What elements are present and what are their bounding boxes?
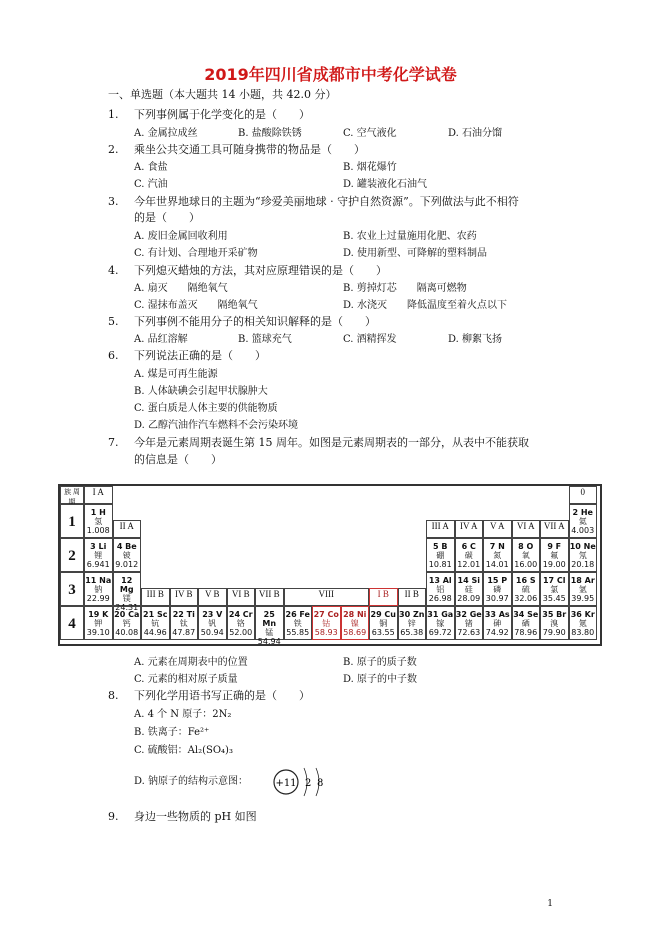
- period-label: 4: [60, 606, 84, 640]
- element-cell-k: [84, 606, 113, 640]
- group-header: VIII: [284, 588, 370, 606]
- element-name: 氦: [578, 517, 587, 526]
- element-mass: 54.94: [257, 637, 281, 646]
- element-cell-f: [540, 538, 569, 572]
- element-number-symbol: 34 Se: [513, 610, 539, 619]
- element-cell-o: [512, 538, 541, 572]
- period-label: 3: [60, 572, 84, 606]
- element-number-symbol: 15 P: [487, 576, 508, 585]
- element-cell-si: [455, 572, 484, 606]
- element-mass: 72.63: [457, 628, 481, 637]
- element-name: 锗: [464, 619, 473, 628]
- element-name: 铝: [436, 585, 445, 594]
- element-mass: 35.45: [542, 594, 566, 603]
- element-cell-ar: [569, 572, 598, 606]
- group-header: V A: [483, 520, 512, 538]
- element-name: 硼: [436, 551, 445, 560]
- element-number-symbol: 17 Cl: [542, 576, 566, 585]
- element-cell-ge: [455, 606, 484, 640]
- element-number-symbol: 3 Li: [90, 542, 107, 551]
- element-cell-as: [483, 606, 512, 640]
- element-mass: 32.06: [514, 594, 538, 603]
- q1-option-d: D. 石油分馏: [448, 128, 503, 139]
- element-cell-ga: [426, 606, 455, 640]
- question-2: 2. 乘坐公共交通工具可随身携带的物品是（ ）: [108, 143, 365, 156]
- group-header: I B: [369, 588, 398, 606]
- element-mass: 19.00: [542, 560, 566, 569]
- group-header: VI B: [227, 588, 256, 606]
- periodic-table: [58, 484, 602, 646]
- element-cell-c: [455, 538, 484, 572]
- element-number-symbol: 9 F: [547, 542, 562, 551]
- element-mass: 50.94: [200, 628, 224, 637]
- element-number-symbol: 35 Br: [542, 610, 567, 619]
- element-mass: 69.72: [428, 628, 452, 637]
- element-name: 铜: [379, 619, 388, 628]
- element-number-symbol: 5 B: [433, 542, 448, 551]
- element-number-symbol: 21 Sc: [143, 610, 168, 619]
- section-heading: 一、单选题（本大题共 14 小题，共 42.0 分）: [108, 88, 337, 101]
- q7-option-d: D. 原子的中子数: [343, 674, 418, 685]
- element-mass: 58.69: [343, 628, 367, 637]
- sodium-atom-diagram: [272, 764, 342, 800]
- element-cell-zn: [398, 606, 427, 640]
- element-name: 硫: [521, 585, 530, 594]
- q6-option-a: A. 煤是可再生能源: [134, 369, 218, 380]
- element-name: 钠: [94, 585, 103, 594]
- group-header: 0: [569, 486, 598, 504]
- element-name: 铬: [236, 619, 245, 628]
- element-name: 氟: [550, 551, 559, 560]
- group-header: III B: [141, 588, 170, 606]
- element-name: 铍: [122, 551, 131, 560]
- element-cell-sc: [141, 606, 170, 640]
- element-cell-ca: [113, 606, 142, 640]
- element-number-symbol: 30 Zn: [399, 610, 425, 619]
- element-cell-h: [84, 504, 113, 538]
- element-mass: 79.90: [542, 628, 566, 637]
- element-cell-al: [426, 572, 455, 606]
- element-cell-p: [483, 572, 512, 606]
- element-cell-li: [84, 538, 113, 572]
- question-3-cont: 的是（ ）: [134, 211, 200, 224]
- element-number-symbol: 28 Ni: [343, 610, 367, 619]
- q2-option-b: B. 烟花爆竹: [343, 162, 397, 173]
- element-name: 溴: [550, 619, 559, 628]
- element-name: 钙: [122, 619, 131, 628]
- q4-option-b: B. 剪掉灯芯 隔离可燃物: [343, 283, 467, 294]
- element-mass: 14.01: [485, 560, 509, 569]
- q1-option-c: C. 空气液化: [343, 128, 397, 139]
- element-name: 镁: [122, 594, 131, 603]
- element-cell-n: [483, 538, 512, 572]
- element-name: 钴: [322, 619, 331, 628]
- element-number-symbol: 11 Na: [85, 576, 112, 585]
- element-mass: 16.00: [514, 560, 538, 569]
- element-number-symbol: 8 O: [518, 542, 534, 551]
- element-mass: 1.008: [86, 526, 110, 535]
- q3-option-b: B. 农业上过量施用化肥、农药: [343, 231, 477, 242]
- element-cell-ti: [170, 606, 199, 640]
- element-mass: 39.95: [571, 594, 595, 603]
- element-mass: 65.38: [400, 628, 424, 637]
- element-name: 氖: [578, 551, 587, 560]
- element-name: 镍: [350, 619, 359, 628]
- q5-option-d: D. 柳絮飞扬: [448, 334, 503, 345]
- element-number-symbol: 7 N: [489, 542, 505, 551]
- element-mass: 20.18: [571, 560, 595, 569]
- element-mass: 55.85: [286, 628, 310, 637]
- element-cell-na: [84, 572, 113, 606]
- group-header: IV B: [170, 588, 199, 606]
- element-number-symbol: 31 Ga: [427, 610, 454, 619]
- group-header: IV A: [455, 520, 484, 538]
- question-8: 8. 下列化学用语书写正确的是（ ）: [108, 689, 310, 702]
- element-name: 钪: [151, 619, 160, 628]
- question-4: 4. 下列熄灭蜡烛的方法，其对应原理错误的是（ ）: [108, 264, 387, 277]
- element-mass: 26.98: [428, 594, 452, 603]
- element-number-symbol: 23 V: [202, 610, 223, 619]
- question-6: 6. 下列说法正确的是（ ）: [108, 349, 266, 362]
- q8-option-d: D. 钠原子的结构示意图：: [134, 776, 249, 787]
- element-number-symbol: 2 He: [572, 508, 593, 517]
- q4-option-d: D. 水浇灭 降低温度至着火点以下: [343, 300, 508, 311]
- element-number-symbol: 1 H: [90, 508, 106, 517]
- element-cell-ne: [569, 538, 598, 572]
- group-header: VII B: [255, 588, 284, 606]
- element-number-symbol: 29 Cu: [370, 610, 396, 619]
- element-number-symbol: 10 Ne: [569, 542, 596, 551]
- element-mass: 24.31: [115, 603, 139, 612]
- element-cell-be: [113, 538, 142, 572]
- element-name: 氪: [578, 619, 587, 628]
- element-name: 钛: [179, 619, 188, 628]
- q8-option-b: B. 铁离子：Fe²⁺: [134, 727, 210, 738]
- element-mass: 22.99: [86, 594, 110, 603]
- q4-option-a: A. 扇灭 隔绝氧气: [134, 283, 228, 294]
- element-mass: 47.87: [172, 628, 196, 637]
- element-name: 氧: [521, 551, 530, 560]
- element-cell-cl: [540, 572, 569, 606]
- q8-option-a: A. 4 个 N 原子：2N₂: [134, 709, 232, 720]
- period-label: 1: [60, 504, 84, 538]
- element-mass: 63.55: [371, 628, 395, 637]
- element-number-symbol: 4 Be: [116, 542, 137, 551]
- question-3: 3. 今年世界地球日的主题为“珍爱美丽地球 · 守护自然资源”。下列做法与此不相符: [108, 195, 519, 208]
- element-name: 氯: [550, 585, 559, 594]
- element-mass: 40.08: [115, 628, 139, 637]
- q6-option-b: B. 人体缺碘会引起甲状腺肿大: [134, 386, 268, 397]
- q1-option-b: B. 盐酸除铁锈: [238, 128, 302, 139]
- element-cell-cr: [227, 606, 256, 640]
- element-cell-br: [540, 606, 569, 640]
- group-header: VII A: [540, 520, 569, 538]
- q5-option-a: A. 品红溶解: [134, 334, 188, 345]
- element-number-symbol: 36 Kr: [570, 610, 595, 619]
- element-mass: 9.012: [115, 560, 139, 569]
- element-cell-mn: [255, 606, 284, 646]
- element-mass: 39.10: [86, 628, 110, 637]
- question-1: 1. 下列事例属于化学变化的是（ ）: [108, 108, 310, 121]
- group-header: VI A: [512, 520, 541, 538]
- q4-option-c: C. 湿抹布盖灭 隔绝氧气: [134, 300, 258, 311]
- q2-option-a: A. 食盐: [134, 162, 168, 173]
- element-number-symbol: 19 K: [88, 610, 109, 619]
- element-name: 钾: [94, 619, 103, 628]
- element-name: 砷: [493, 619, 502, 628]
- element-number-symbol: 24 Cr: [228, 610, 253, 619]
- element-cell-kr: [569, 606, 598, 640]
- element-cell-v: [198, 606, 227, 640]
- shell-1-count: 2: [305, 778, 312, 789]
- group-header: V B: [198, 588, 227, 606]
- question-9: 9. 身边一些物质的 pH 如图: [108, 810, 257, 823]
- element-number-symbol: 6 C: [461, 542, 476, 551]
- element-number-symbol: 22 Ti: [172, 610, 195, 619]
- group-header: I A: [84, 486, 113, 504]
- element-mass: 28.09: [457, 594, 481, 603]
- element-cell-ni: [341, 606, 370, 640]
- table-corner: 族 周期: [60, 486, 84, 504]
- element-number-symbol: 16 S: [515, 576, 536, 585]
- element-number-symbol: 20 Ca: [114, 610, 140, 619]
- element-cell-he: [569, 504, 598, 538]
- shell-2-count: 8: [317, 778, 324, 789]
- element-name: 铁: [293, 619, 302, 628]
- question-7-cont: 的信息是（ ）: [134, 453, 222, 466]
- q5-option-c: C. 酒精挥发: [343, 334, 397, 345]
- element-number-symbol: 13 Al: [428, 576, 452, 585]
- element-name: 锌: [407, 619, 416, 628]
- q3-option-a: A. 废旧金属回收利用: [134, 231, 228, 242]
- q1-option-a: A. 金属拉成丝: [134, 128, 198, 139]
- element-number-symbol: 14 Si: [457, 576, 480, 585]
- q2-option-c: C. 汽油: [134, 179, 168, 190]
- q3-option-d: D. 使用新型、可降解的塑料制品: [343, 248, 488, 259]
- element-mass: 10.81: [428, 560, 452, 569]
- element-cell-se: [512, 606, 541, 640]
- group-header: II B: [398, 588, 427, 606]
- element-name: 氢: [94, 517, 103, 526]
- element-mass: 12.01: [457, 560, 481, 569]
- element-mass: 83.80: [571, 628, 595, 637]
- q6-option-c: C. 蛋白质是人体主要的供能物质: [134, 403, 278, 414]
- period-label: 2: [60, 538, 84, 572]
- element-number-symbol: 27 Co: [313, 610, 339, 619]
- element-mass: 30.97: [485, 594, 509, 603]
- element-cell-fe: [284, 606, 313, 640]
- element-cell-s: [512, 572, 541, 606]
- element-mass: 6.941: [86, 560, 110, 569]
- group-header: III A: [426, 520, 455, 538]
- element-number-symbol: 26 Fe: [285, 610, 310, 619]
- element-name: 氩: [578, 585, 587, 594]
- element-mass: 78.96: [514, 628, 538, 637]
- q2-option-d: D. 罐装液化石油气: [343, 179, 428, 190]
- page-number: 1: [547, 899, 553, 909]
- element-name: 硒: [521, 619, 530, 628]
- element-cell-cu: [369, 606, 398, 640]
- element-name: 镓: [436, 619, 445, 628]
- nucleus-charge: +11: [275, 778, 297, 789]
- question-5: 5. 下列事例不能用分子的相关知识解释的是（ ）: [108, 315, 376, 328]
- element-mass: 52.00: [229, 628, 253, 637]
- element-mass: 74.92: [485, 628, 509, 637]
- element-mass: 44.96: [143, 628, 167, 637]
- element-number-symbol: 33 As: [484, 610, 510, 619]
- element-mass: 58.93: [314, 628, 338, 637]
- group-header: II A: [113, 520, 142, 538]
- element-name: 硅: [464, 585, 473, 594]
- element-name: 锂: [94, 551, 103, 560]
- q8-option-c: C. 硫酸铝：Al₂(SO₄)₃: [134, 745, 233, 756]
- element-name: 碳: [464, 551, 473, 560]
- element-number-symbol: 32 Ge: [455, 610, 482, 619]
- element-name: 锰: [265, 628, 274, 637]
- element-name: 钒: [208, 619, 217, 628]
- q7-option-b: B. 原子的质子数: [343, 657, 417, 668]
- element-cell-b: [426, 538, 455, 572]
- q7-option-c: C. 元素的相对原子质量: [134, 674, 238, 685]
- element-number-symbol: 12 Mg: [119, 576, 134, 594]
- element-cell-co: [312, 606, 341, 640]
- element-name: 氮: [493, 551, 502, 560]
- element-cell-mg: [113, 572, 142, 612]
- element-name: 磷: [493, 585, 502, 594]
- q6-option-d: D. 乙醇汽油作汽车燃料不会污染环境: [134, 420, 299, 431]
- q5-option-b: B. 篮球充气: [238, 334, 292, 345]
- page-title: 2019年四川省成都市中考化学试卷: [204, 65, 457, 84]
- element-mass: 4.003: [571, 526, 595, 535]
- element-number-symbol: 18 Ar: [570, 576, 595, 585]
- q3-option-c: C. 有计划、合理地开采矿物: [134, 248, 258, 259]
- question-7: 7. 今年是元素周期表诞生第 15 周年。如图是元素周期表的一部分，从表中不能获取: [108, 436, 529, 449]
- element-number-symbol: 25 Mn: [262, 610, 277, 628]
- q7-option-a: A. 元素在周期表中的位置: [134, 657, 248, 668]
